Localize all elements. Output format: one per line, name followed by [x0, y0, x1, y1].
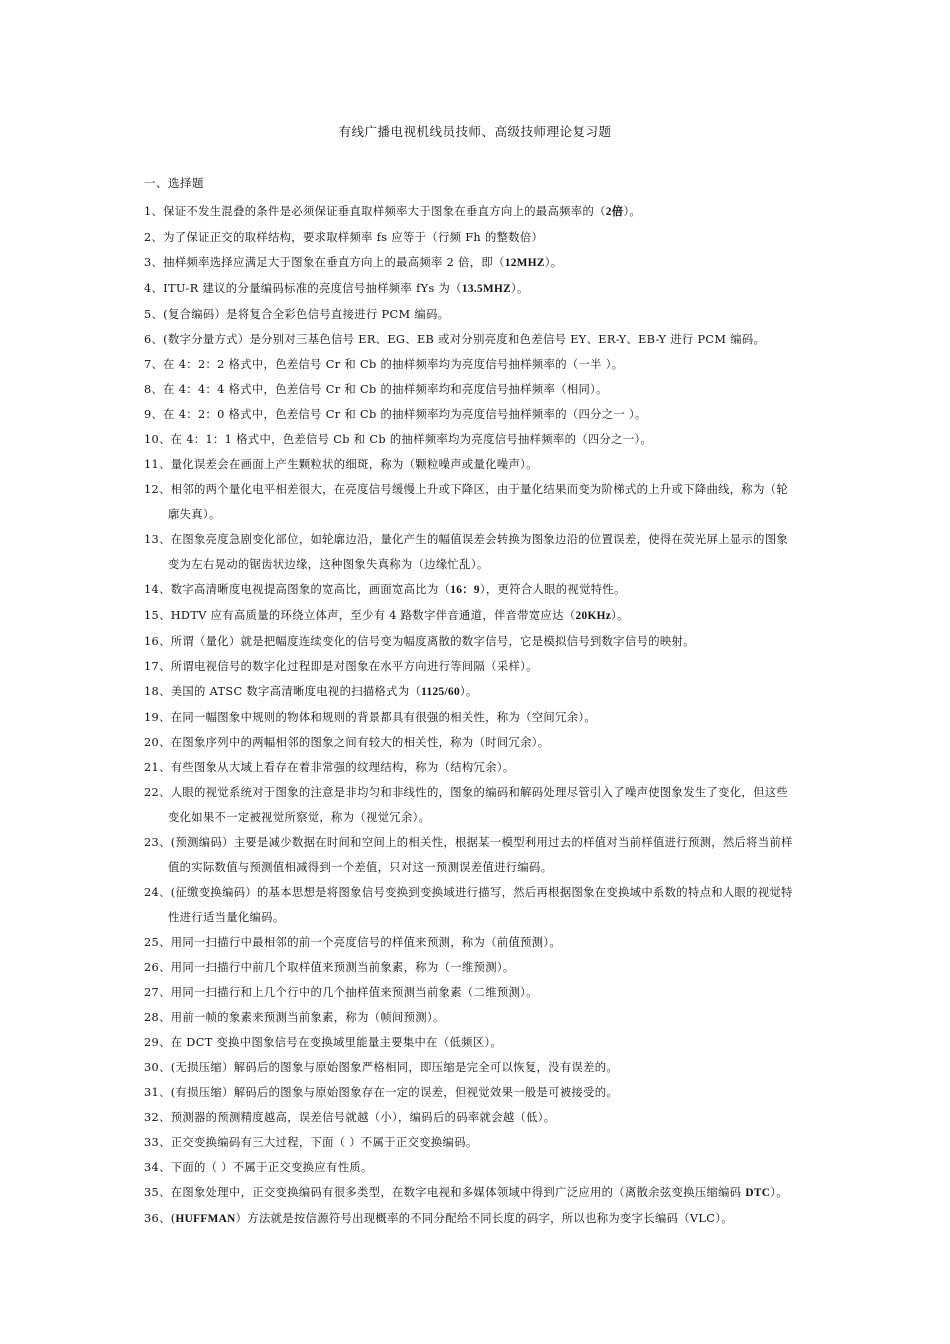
question-line	[144, 1136, 477, 1149]
question-text: 16、所谓（量化）就是把幅度连续变化的信号变为幅度离散的数字信号，它是模拟信号到数字信号的映射。	[144, 635, 695, 648]
question-text: 24、(征缴变换编码）的基本思想是将图象信号变换到变换域进行描写，然后再根据图象在变换域中系数的特点和人眼的视觉特	[144, 886, 793, 899]
question-text: 21、有些图象从大域上看存在着非常强的纹理结构，称为（结构冗余）。	[144, 761, 515, 774]
question-line	[144, 1061, 618, 1074]
question-item	[144, 1030, 820, 1055]
question-text: ）。	[611, 609, 629, 622]
question-text: 2、为了保证正交的取样结构，要求取样频率 fs 应等于（行频 Fh 的整数倍）	[144, 231, 544, 244]
question-text: ）。	[770, 1186, 788, 1199]
question-line	[144, 458, 538, 471]
question-item	[144, 327, 820, 352]
question-text: 32、预测器的预测精度越高，误差信号就越（小），编码后的码率就会越（低）。	[144, 1111, 556, 1124]
question-item	[144, 1080, 820, 1105]
question-text: 廓失真）。	[168, 508, 221, 521]
question-item	[144, 377, 820, 402]
question-text: 13、在图象亮度急剧变化部位，如轮廓边沿，量化产生的幅值误差会转换为图象边沿的位置误差，使得在荧光屏上显示的图象	[144, 533, 789, 546]
question-line	[144, 836, 793, 849]
question-item	[144, 1206, 820, 1232]
question-item	[144, 427, 820, 452]
question-text: 变化如果不一定被视觉所察觉，称为（视觉冗余）。	[168, 811, 431, 824]
section-heading: 一、选择题	[144, 176, 204, 190]
question-item	[144, 955, 820, 980]
answer-emphasis: 20KHz	[575, 610, 612, 622]
question-line	[144, 483, 788, 496]
document-title: 有线广播电视机线员技师、高级技师理论复习题	[338, 124, 612, 139]
question-text: 31、(有损压缩）解码后的图象与原始图象存在一定的误差，但视觉效果一般是可被接受的。	[144, 1086, 619, 1099]
question-text: ）方法就是按信源符号出现概率的不同分配给不同长度的码字，所以也称为变字长编码（VLC）。	[235, 1212, 733, 1225]
question-text: 36、(	[144, 1212, 176, 1225]
question-text: 35、在图象处理中，正交变换编码有很多类型，在数字电视和多媒体领域中得到广泛应用的（离散余弦变换压缩编码	[144, 1186, 746, 1199]
question-line	[144, 635, 695, 648]
question-line	[144, 1011, 445, 1024]
question-text: 19、在同一幅图象中规则的物体和规则的背景都具有很强的相关性，称为（空间冗余）。	[144, 711, 597, 724]
question-item	[144, 930, 820, 955]
question-line	[144, 685, 478, 698]
question-item	[144, 654, 820, 679]
question-item	[144, 199, 820, 225]
question-text: 变为左右晃动的锯齿状边缘，这种图象失真称为（边缘忙乱）。	[168, 558, 489, 571]
question-item	[144, 1105, 820, 1130]
question-text: ）。	[459, 685, 478, 698]
question-item	[144, 780, 820, 830]
question-line	[144, 358, 623, 371]
question-text: 28、用前一帧的象素来预测当前象素，称为（帧间预测）。	[144, 1011, 445, 1024]
question-text: 14、数字高清晰度电视提高图象的宽高比，画面宽高比为（	[144, 583, 451, 596]
question-line	[144, 1036, 502, 1049]
question-line	[144, 609, 629, 622]
question-item	[144, 402, 820, 427]
answer-emphasis: 12MHZ	[504, 257, 545, 269]
question-line	[144, 986, 538, 999]
question-item	[144, 527, 820, 577]
question-text: 20、在图象序列中的两幅相邻的图象之间有较大的相关性，称为（时间冗余）。	[144, 736, 550, 749]
question-text: 3、抽样频率选择应满足大于图象在垂直方向上的最高频率 2 倍，即（	[144, 256, 505, 269]
question-continuation-line	[144, 552, 820, 577]
question-line	[144, 1111, 555, 1124]
question-continuation-line	[144, 805, 820, 830]
question-text: 4、ITU-R 建议的分量编码标准的亮度信号抽样频率 fYs 为（	[144, 282, 462, 295]
question-line	[144, 256, 562, 269]
question-text: 22、人眼的视觉系统对于图象的注意是非均匀和非线性的，图象的编码和解码处理尽管引入了噪声使图象发生了变化，但这些	[144, 786, 789, 799]
question-text: ）。	[623, 205, 642, 218]
question-line	[144, 231, 543, 244]
question-line	[144, 383, 608, 396]
question-text: ）。	[544, 256, 563, 269]
question-text: 17、所谓电视信号的数字化过程即是对图象在水平方向进行等间隔（采样）。	[144, 660, 538, 673]
question-text: 25、用同一扫描行中最相邻的前一个亮度信号的样值来预测，称为（前值预测）。	[144, 936, 562, 949]
question-item	[144, 679, 820, 705]
question-text: 12、相邻的两个量化电平相差很大，在亮度信号缓慢上升或下降区，由于量化结果而变为阶梯式的上升或下降曲线，称为（轮	[144, 483, 789, 496]
question-text: 29、在 DCT 变换中图象信号在变换域里能量主要集中在（低频区）。	[144, 1036, 503, 1049]
question-line	[144, 583, 626, 596]
question-text: 30、(无损压缩）解码后的图象与原始图象严格相同，即压缩是完全可以恢复，没有误差的。	[144, 1061, 619, 1074]
question-line	[144, 1086, 618, 1099]
question-item	[144, 577, 820, 603]
question-text: 34、下面的（ ）不属于正交变换应有性质。	[144, 1161, 373, 1174]
question-item	[144, 730, 820, 755]
question-continuation-line	[144, 905, 820, 930]
question-text: 33、正交变换编码有三大过程，下面（ ）不属于正交变换编码。	[144, 1136, 478, 1149]
question-item	[144, 302, 820, 327]
question-text: 27、用同一扫描行和上几个行中的几个抽样值来预测当前象素（二维预测）。	[144, 986, 538, 999]
question-text: 5、(复合编码）是将复合全彩色信号直接进行 PCM 编码。	[144, 308, 450, 321]
question-text: ）。	[511, 282, 529, 295]
answer-emphasis: DTC	[745, 1187, 771, 1199]
question-item	[144, 1005, 820, 1030]
question-text: 性进行适当量化编码。	[168, 911, 285, 924]
question-text: 9、在 4：2：0 格式中，色差信号 Cr 和 Cb 的抽样频率均为亮度信号抽样频率的（四分之一 ）。	[144, 408, 647, 421]
question-text: 18、美国的 ATSC 数字高清晰度电视的扫描格式为（	[144, 685, 422, 698]
question-text: 15、HDTV 应有高质量的环绕立体声，至少有 4 路数字伴音通道，伴音带宽应达（	[144, 609, 576, 622]
question-continuation-line	[144, 855, 820, 880]
question-text: 10、在 4：1：1 格式中，色差信号 Cb 和 Cb 的抽样频率均为亮度信号抽样频率的（四分之一）。	[144, 433, 653, 446]
question-item	[144, 352, 820, 377]
question-line	[144, 660, 538, 673]
question-item	[144, 603, 820, 629]
question-continuation-line	[144, 502, 820, 527]
question-item	[144, 477, 820, 527]
answer-emphasis: 2倍	[605, 206, 624, 218]
answer-emphasis: 13.5MHZ	[461, 283, 512, 295]
question-line	[144, 282, 529, 295]
question-item	[144, 1180, 820, 1206]
question-line	[144, 533, 788, 546]
question-item	[144, 452, 820, 477]
question-line	[144, 1212, 733, 1225]
question-item	[144, 276, 820, 302]
question-item	[144, 225, 820, 250]
question-line	[144, 1161, 373, 1174]
question-text: 值的实际数值与预测值相减得到一个差值，只对这一预测误差值进行编码。	[168, 861, 553, 874]
question-line	[144, 936, 561, 949]
question-text: 26、用同一扫描行中前几个取样值来预测当前象素，称为（一维预测）。	[144, 961, 515, 974]
question-line	[144, 886, 793, 899]
question-item	[144, 980, 820, 1005]
question-text: 6、(数字分量方式）是分别对三基色信号 ER、EG、EB 或对分别亮度和色差信号 EY、ER-Y、EB-Y 进行 PCM 编码。	[144, 333, 766, 346]
question-item	[144, 1055, 820, 1080]
answer-emphasis: 1125/60	[421, 686, 460, 698]
question-line	[144, 205, 641, 218]
question-line	[144, 433, 652, 446]
question-text: 7、在 4：2：2 格式中，色差信号 Cr 和 Cb 的抽样频率均为亮度信号抽样频率的（一半 ）。	[144, 358, 624, 371]
question-line	[144, 308, 449, 321]
question-item	[144, 755, 820, 780]
question-item	[144, 705, 820, 730]
question-line	[144, 786, 788, 799]
question-text: 1、保证不发生混叠的条件是必须保证垂直取样频率大于图象在垂直方向上的最高频率的（	[144, 205, 606, 218]
question-text: 11、量化误差会在画面上产生颗粒状的细斑，称为（颗粒噪声或量化噪声）。	[144, 458, 538, 471]
question-line	[144, 761, 514, 774]
question-item	[144, 250, 820, 276]
question-line	[144, 1186, 788, 1199]
question-line	[144, 711, 596, 724]
question-line	[144, 408, 647, 421]
question-text: 23、(预测编码）主要是减少数据在时间和空间上的相关性，根据某一模型利用过去的样值对当前样值进行预测，然后将当前样	[144, 836, 793, 849]
question-item	[144, 629, 820, 654]
answer-emphasis: HUFFMAN	[175, 1213, 236, 1225]
question-list	[144, 199, 820, 1232]
question-item	[144, 880, 820, 930]
question-line	[144, 961, 514, 974]
question-line	[144, 736, 549, 749]
question-line	[144, 333, 765, 346]
question-text: 8、在 4：4：4 格式中，色差信号 Cr 和 Cb 的抽样频率均和亮度信号抽样频率（相同）。	[144, 383, 608, 396]
answer-emphasis: 16：9	[450, 584, 480, 596]
question-text: ），更符合人眼的视觉特性。	[479, 583, 626, 596]
question-item	[144, 1130, 820, 1155]
question-item	[144, 830, 820, 880]
question-item	[144, 1155, 820, 1180]
